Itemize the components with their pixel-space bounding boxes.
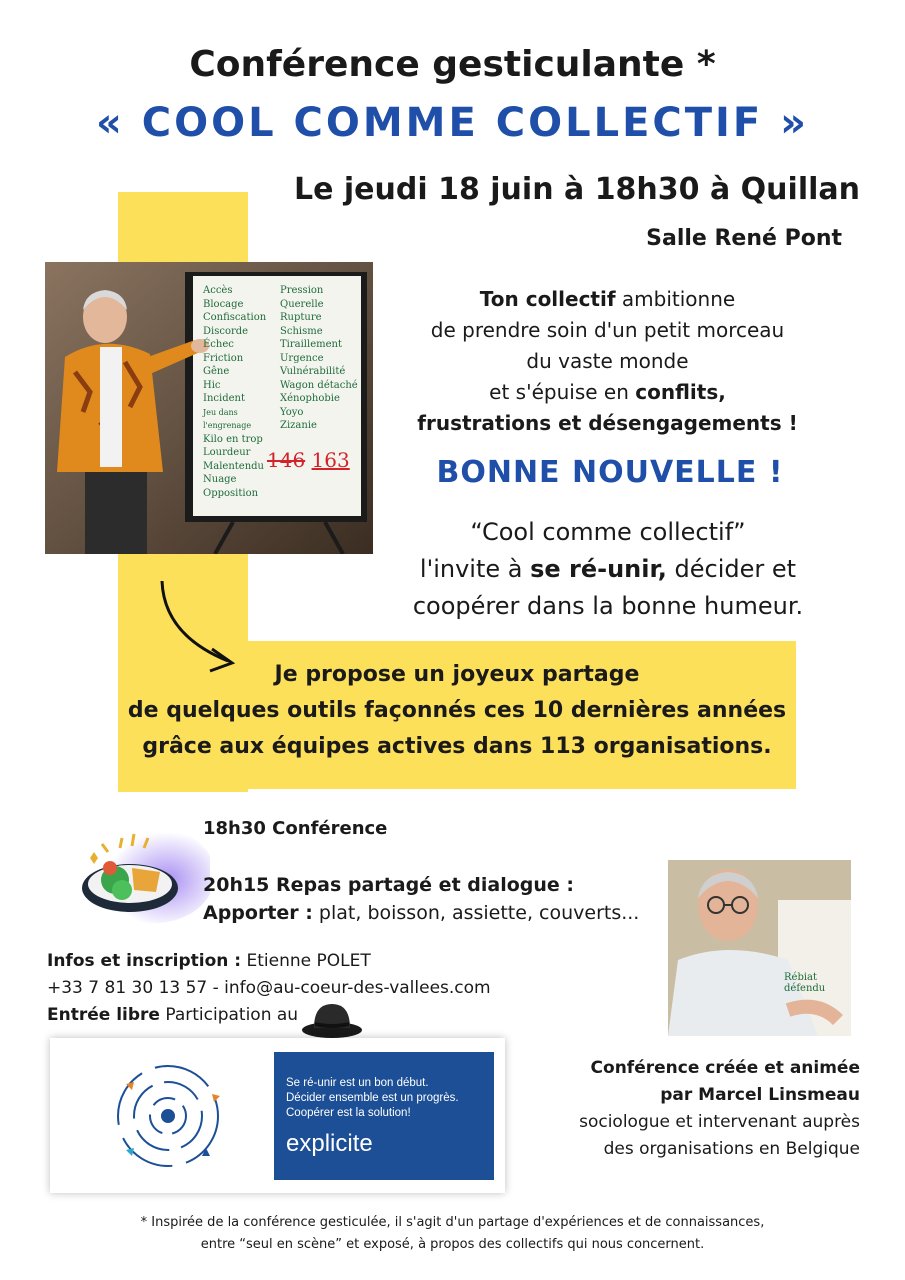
proposal-text [118,657,796,765]
flipchart-counts [267,448,350,472]
bring-items: plat, boisson, assiette, couverts... [312,902,640,924]
flipchart-left-column [203,284,275,500]
credit-text: des organisations en Belgique [603,1139,860,1159]
flipchart-word: Querelle [280,298,324,310]
flipchart-word: Schisme [280,325,323,337]
flipchart-word: Opposition [203,487,259,499]
explicite-banner [50,1038,505,1193]
invite-text: l'invite à [419,555,531,583]
good-news-heading: BONNE NOUVELLE ! [436,455,784,490]
meal-plate-icon [60,800,210,930]
event-title: Conférence gesticulante * [189,44,716,85]
flipchart-count-old: 146 [267,448,306,472]
flipchart-word: Accès [203,285,233,296]
intro-bold: conflits, [635,380,726,404]
presenter-illustration [668,860,851,1036]
speaker-photo [45,262,373,554]
bring-label: Apporter : [203,902,313,924]
entry-free-label: Entrée libre [47,1005,160,1025]
flipchart-word: Pression [280,285,324,296]
flipchart-word: Confiscation [203,312,267,323]
proposal-line: Je propose un joyeux partage [274,662,640,687]
intro-paragraph [395,284,820,439]
flipchart-word: Urgence [280,352,324,364]
flipchart-word: Kilo en trop [203,433,263,445]
banner-line: Décider ensemble est un progrès. [286,1092,459,1104]
intro-text: et s'épuise en [489,380,636,404]
schedule-bring [203,902,639,924]
invite-paragraph [378,514,838,625]
flipchart-word: Vulnérabilité [280,366,346,377]
flipchart-word: Yoyo [280,406,304,418]
credit-bold: par Marcel Linsmeau [660,1085,860,1105]
circular-arrows-icon [62,1052,274,1180]
flipchart-word: Xénophobie [280,393,340,404]
contact-info [47,948,491,1029]
credit-text: sociologue et intervenant auprès [579,1112,860,1132]
banner-logo-area [62,1052,274,1180]
invite-bold: se ré-unir, [530,555,667,583]
flipchart-word: Friction [203,352,244,364]
participation-text: Participation au [159,1005,299,1025]
intro-bold: Ton collectif [479,287,616,311]
banner-brand: explicite [286,1130,373,1157]
flipchart-word: Blocage [203,298,244,310]
proposal-line: grâce aux équipes actives dans 113 organisations. [142,734,772,759]
flipchart-word: Nuage [203,474,237,485]
invite-text: coopérer dans la bonne humeur. [412,592,804,620]
intro-bold: frustrations et désengagements ! [417,411,798,435]
footnote-line: entre “seul en scène” et exposé, à propos des collectifs qui nous concernent. [200,1237,705,1252]
intro-text: du vaste monde [526,349,689,373]
event-date: Le jeudi 18 juin à 18h30 à Quillan [293,172,860,207]
event-venue: Salle René Pont [646,226,842,251]
flipchart-word: Malentendu [203,460,264,472]
flipchart-word: Échec [203,339,234,350]
flipchart-word: Tiraillement [280,339,342,350]
flipchart-word: Gêne [203,366,230,377]
intro-text: ambitionne [615,287,736,311]
contact-label: Infos et inscription : [47,951,242,971]
invite-text: décider et [666,555,797,583]
schedule-conference: 18h30 Conférence [203,818,388,839]
schedule-meal: 20h15 Repas partagé et dialogue : [203,874,574,896]
footnote [30,1212,875,1256]
contact-name: Etienne POLET [241,951,371,971]
flipchart-word: Discorde [203,325,249,337]
flipchart-word: Hic [203,379,221,391]
flipchart-right-column [280,284,358,433]
contact-phone-email[interactable]: +33 7 81 30 13 57 - info@au-coeur-des-vallees.com [47,978,491,998]
intro-text: de prendre soin d'un petit morceau [430,318,785,342]
flipchart-count-new: 163 [311,448,350,472]
presenter-credit [545,1055,860,1163]
flipchart-word: Wagon détaché [280,379,358,391]
proposal-line: de quelques outils façonnés ces 10 dernières années [127,698,787,723]
flipchart-word: Zizanie [280,420,317,431]
banner-slogan [286,1076,486,1121]
hat-icon [300,998,364,1040]
presenter-photo [668,860,851,1036]
banner-line: Se ré-unir est un bon début. [286,1077,429,1089]
footnote-line: * Inspirée de la conférence gesticulée, il s'agit d'un partage d'expériences et de connaissances, [140,1215,765,1230]
flipchart-word: Jeu dans l'engrenage [203,407,252,430]
flipchart-word: Incident [203,393,245,404]
presenter-board-text: Rébiat défendu [784,972,826,994]
invite-text: “Cool comme collectif” [470,518,746,546]
flipchart-word: Lourdeur [203,447,251,458]
event-subtitle: « COOL COMME COLLECTIF » [95,100,810,146]
credit-bold: Conférence créée et animée [590,1058,860,1078]
flipchart-word: Rupture [280,312,322,323]
banner-line: Coopérer est la solution! [286,1107,411,1119]
